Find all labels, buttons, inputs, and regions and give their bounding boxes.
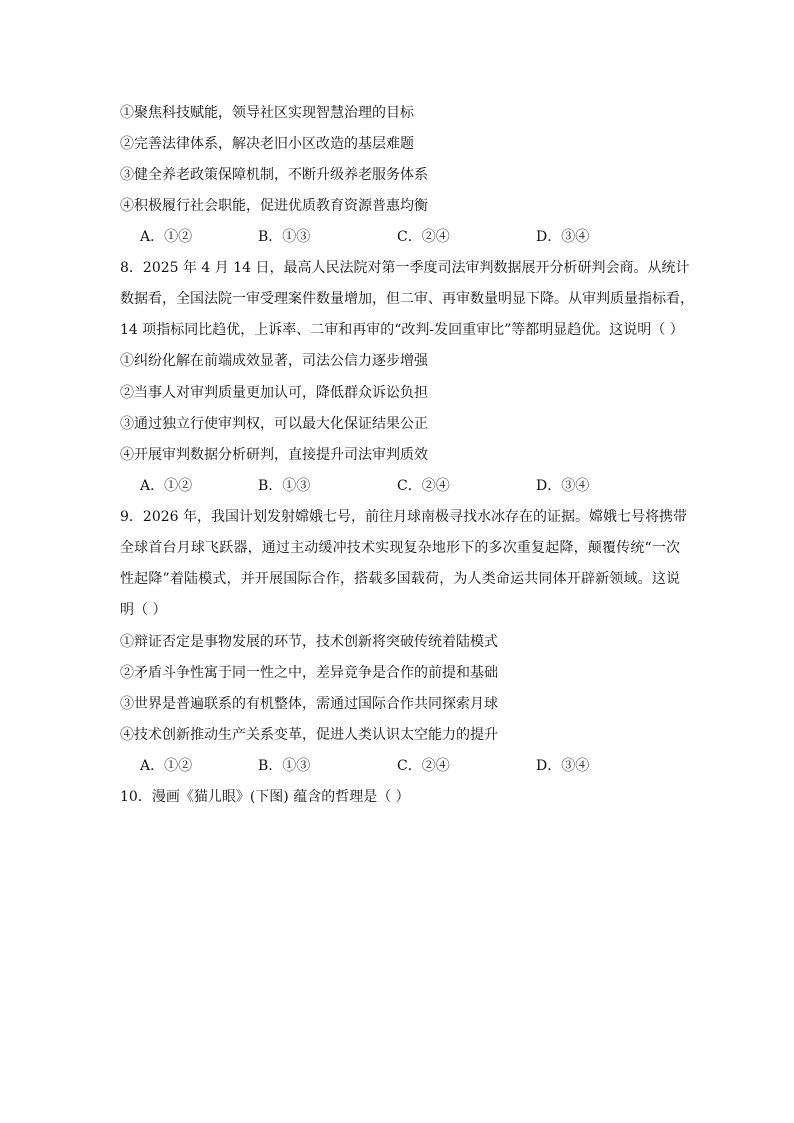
q9-stem-line-1: 9．2026 年，我国计划发射嫦娥七号，前往月球南极寻找水冰存在的证据。嫦娥七号将携带 (120, 509, 687, 525)
q9-statement-1: ①辩证否定是事物发展的环节，技术创新将突破传统着陆模式 (120, 634, 498, 650)
q7-statement-3: ③健全养老政策保障机制，不断升级养老服务体系 (120, 167, 428, 183)
q10-stem: 10．漫画《猫儿眼》(下图) 蕴含的哲理是（ ） (120, 789, 410, 805)
q8-stem-line-3: 14 项指标同比趋优，上诉率、二审和再审的“改判-发回重审比”等都明显趋优。这说明（ ） (120, 322, 684, 338)
q8-statement-1: ①纠纷化解在前端成效显著，司法公信力逐步增强 (120, 353, 428, 369)
q9-statement-2: ②矛盾斗争性寓于同一性之中，差异竞争是合作的前提和基础 (120, 665, 498, 681)
q8-statement-2: ②当事人对审判质量更加认可，降低群众诉讼负担 (120, 385, 428, 401)
q7-statement-1: ①聚焦科技赋能，领导社区实现智慧治理的目标 (120, 105, 414, 121)
q8-option-c: C．②④ (397, 478, 450, 494)
q9-options (140, 756, 680, 776)
q7-option-c: C．②④ (397, 229, 450, 245)
q9-option-b: B．①③ (258, 758, 311, 774)
q8-statement-3: ③通过独立行使审判权，可以最大化保证结果公正 (120, 416, 428, 432)
q8-statement-4: ④开展审判数据分析研判，直接提升司法审判质效 (120, 447, 428, 463)
q9-statement-3: ③世界是普遍联系的有机整体，需通过国际合作共同探索月球 (120, 696, 498, 712)
q9-stem-line-4: 明（ ） (120, 602, 167, 618)
q9-option-d: D．③④ (536, 758, 590, 774)
q7-options (140, 227, 680, 247)
q7-option-d: D．③④ (536, 229, 590, 245)
q8-stem-line-2: 数据看，全国法院一审受理案件数量增加，但二审、再审数量明显下降。从审判质量指标看， (120, 291, 694, 307)
q9-stem-line-2: 全球首台月球飞跃器，通过主动缓冲技术实现复杂地形下的多次重复起降，颠覆传统“一次 (120, 540, 680, 556)
q8-options (140, 476, 680, 496)
q9-option-a: A．①② (140, 758, 193, 774)
q7-statement-2: ②完善法律体系，解决老旧小区改造的基层难题 (120, 136, 414, 152)
q8-option-b: B．①③ (258, 478, 311, 494)
q7-statement-4: ④积极履行社会职能，促进优质教育资源普惠均衡 (120, 198, 428, 214)
q9-statement-4: ④技术创新推动生产关系变革，促进人类认识太空能力的提升 (120, 727, 498, 743)
q8-option-a: A．①② (140, 478, 193, 494)
q7-option-a: A．①② (140, 229, 193, 245)
q9-option-c: C．②④ (397, 758, 450, 774)
q8-stem-line-1: 8．2025 年 4 月 14 日，最高人民法院对第一季度司法审判数据展开分析研判会商。从统计 (120, 260, 690, 276)
q9-stem-line-3: 性起降”着陆模式，并开展国际合作，搭载多国载荷，为人类命运共同体开辟新领域。这说 (120, 571, 680, 587)
q7-option-b: B．①③ (258, 229, 311, 245)
q8-option-d: D．③④ (536, 478, 590, 494)
